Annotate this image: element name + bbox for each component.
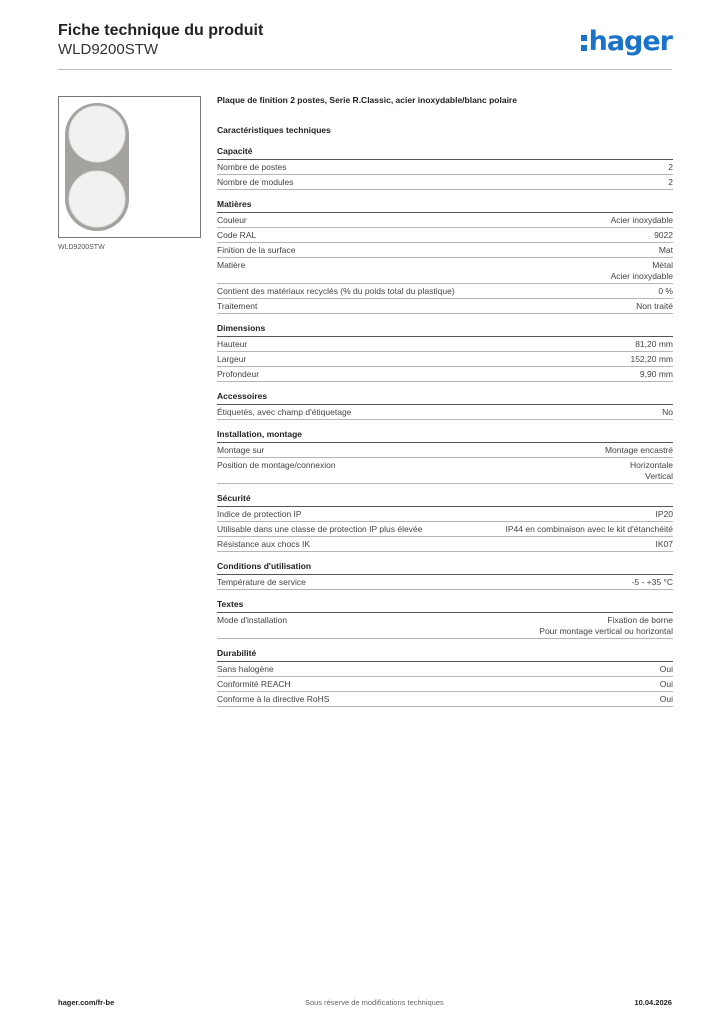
spec-row [217,337,673,352]
cover-plate-illustration [59,97,200,237]
spec-row [217,692,673,707]
spec-value [640,369,673,380]
spec-label: Indice de protection IP [217,509,302,519]
spec-content [217,94,673,716]
section-title: Conditions d'utilisation [217,561,673,575]
spec-value [660,664,673,675]
image-caption: WLD9200STW [58,244,105,251]
spec-section [217,493,673,552]
spec-value-line: Vertical [645,471,673,481]
spec-row [217,258,673,284]
spec-value-line: 152,20 mm [630,354,673,364]
spec-value-line: 81,20 mm [635,339,673,349]
spec-row [217,507,673,522]
spec-label: Profondeur [217,369,260,379]
spec-section [217,391,673,420]
spec-value-line: Oui [659,679,673,689]
spec-value-line: Horizontale [630,460,673,470]
spec-sections [217,146,673,707]
page-footer [58,998,672,1007]
spec-label: Code RAL [217,230,257,240]
spec-value-line: 9022 [654,230,673,240]
spec-section [217,648,673,707]
spec-label: Montage sur [217,445,265,455]
spec-value [660,679,673,690]
spec-row [217,160,673,175]
spec-value-line: Fixation de borne [607,615,673,625]
product-image [58,96,201,238]
section-title: Installation, montage [217,429,673,443]
spec-value [611,260,673,282]
spec-row [217,443,673,458]
spec-value-line: -5 - +35 °C [631,577,673,587]
product-reference: WLD9200STW [58,41,159,58]
spec-row [217,575,673,590]
spec-label: Finition de la surface [217,245,296,255]
spec-label: Traitement [217,301,258,311]
spec-value [611,215,673,226]
spec-label: Largeur [217,354,247,364]
spec-label: Température de service [217,577,306,587]
spec-value [668,177,673,188]
spec-label: Conformité REACH [217,679,291,689]
spec-label: Nombre de postes [217,162,287,172]
spec-value-line: Oui [659,694,673,704]
spec-value [539,615,673,637]
spec-value [668,162,673,173]
section-title: Durabilité [217,648,673,662]
spec-section [217,323,673,382]
spec-section [217,429,673,484]
spec-row [217,613,673,639]
spec-label: Contient des matériaux recyclés (% du poids total du plastique) [217,286,455,296]
spec-row [217,284,673,299]
spec-value [654,230,673,241]
spec-value-line: No [662,407,673,417]
spec-value-line: 0 % [658,286,673,296]
spec-value-line: IP44 en combinaison avec le kit d'étanchéité [505,524,673,534]
footer-website: hager.com/fr-be [58,998,115,1007]
footer-date: 10.04.2026 [634,998,672,1007]
spec-label: Étiquetés, avec champ d'étiquetage [217,407,352,417]
spec-row [217,228,673,243]
spec-value [656,509,674,520]
spec-value [635,339,673,350]
spec-label: Matière [217,260,246,270]
section-title: Matières [217,199,673,213]
spec-row [217,352,673,367]
spec-value [632,577,673,588]
spec-label: Hauteur [217,339,248,349]
spec-value-line: Pour montage vertical ou horizontal [539,626,673,636]
spec-value [630,354,673,365]
hager-logo [581,26,672,57]
product-description: Plaque de finition 2 postes, Serie R.Classic, acier inoxydable/blanc polaire [217,95,517,105]
section-title: Dimensions [217,323,673,337]
spec-value-line: IK07 [655,539,673,549]
page-header [58,22,672,70]
section-title: Sécurité [217,493,673,507]
spec-label: Conforme à la directive RoHS [217,694,330,704]
spec-value [658,286,673,297]
socket-opening-top [69,106,125,162]
spec-section [217,561,673,590]
section-title: Textes [217,599,673,613]
section-title: Accessoires [217,391,673,405]
spec-row [217,537,673,552]
logo-text: hager [588,26,672,57]
spec-value [506,524,673,535]
spec-row [217,662,673,677]
spec-value-line: Acier inoxydable [610,271,673,281]
spec-value-line: 9,90 mm [639,369,673,379]
spec-row [217,299,673,314]
spec-value [659,245,673,256]
spec-value [656,539,674,550]
spec-value-line: Acier inoxydable [610,215,673,225]
spec-value [636,301,673,312]
spec-value-line: Montage encastré [604,445,673,455]
spec-label: Utilisable dans une classe de protection IP plus élevée [217,524,423,534]
spec-value [630,460,673,482]
spec-label: Position de montage/connexion [217,460,336,470]
spec-value-line: Métal [652,260,673,270]
spec-row [217,367,673,382]
spec-section [217,146,673,190]
characteristics-title: Caractéristiques techniques [217,125,331,135]
spec-label: Sans halogène [217,664,274,674]
spec-label: Couleur [217,215,247,225]
spec-label: Mode d'installation [217,615,288,625]
spec-value [605,445,673,456]
document-title: Fiche technique du produit [58,22,264,39]
spec-value-line: 2 [668,162,673,172]
spec-value-line: Non traité [636,301,673,311]
spec-value-line: Oui [659,664,673,674]
spec-row [217,213,673,228]
socket-opening-bottom [69,171,125,227]
spec-row [217,405,673,420]
section-title: Capacité [217,146,673,160]
spec-label: Résistance aux chocs IK [217,539,311,549]
spec-value [660,694,673,705]
spec-value-line: IP20 [655,509,673,519]
footer-note: Sous réserve de modifications techniques [304,998,444,1007]
spec-row [217,243,673,258]
spec-row [217,458,673,484]
spec-section [217,599,673,639]
spec-value-line: Mat [658,245,673,255]
spec-value [662,407,673,418]
spec-row [217,522,673,537]
logo-colon-icon [581,31,588,53]
spec-label: Nombre de modules [217,177,294,187]
spec-value-line: 2 [668,177,673,187]
spec-row [217,175,673,190]
spec-row [217,677,673,692]
spec-section [217,199,673,314]
